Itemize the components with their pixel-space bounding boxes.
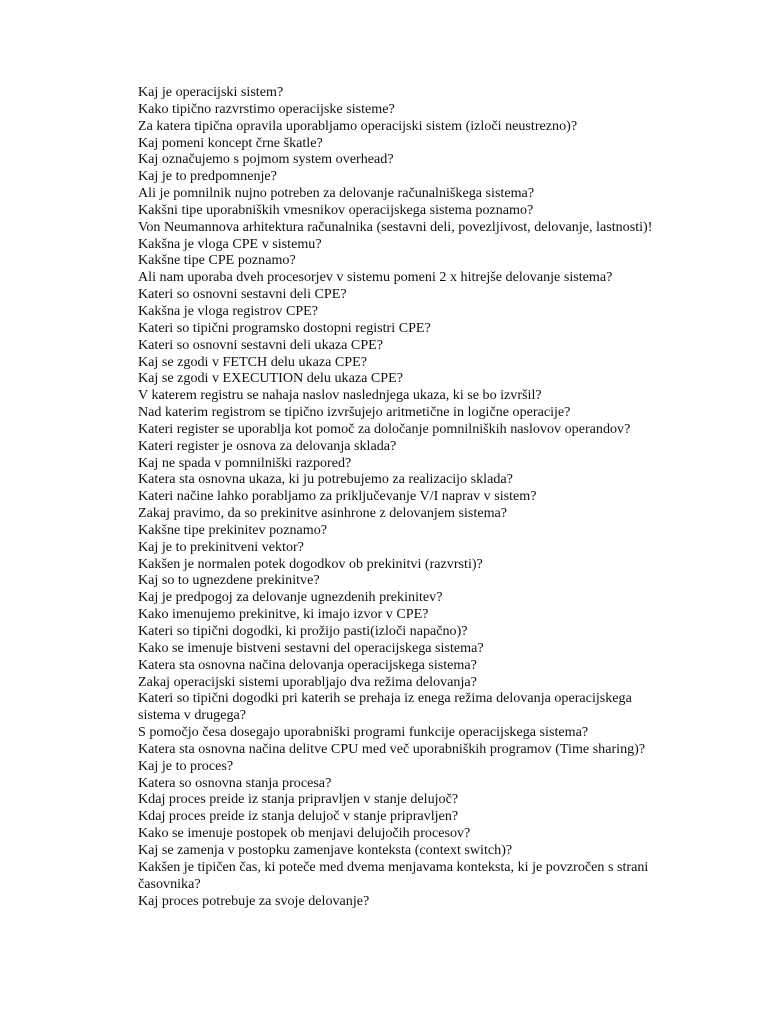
question-item: Kaj je to proces? (138, 757, 234, 774)
question-item: Kako imenujemo prekinitve, ki imajo izvor v CPE? (138, 606, 429, 623)
question-item: Zakaj operacijski sistemi uporabljajo dva režima delovanja? (138, 673, 477, 690)
question-item: Kako se imenuje postopek ob menjavi delujočih procesov? (138, 825, 471, 842)
question-item: Kako se imenuje bistveni sestavni del operacijskega sistema? (138, 639, 484, 656)
question-item: Katera sta osnovna načina delitve CPU med več uporabniških programov (Time sharing)? (138, 740, 646, 757)
question-list (138, 84, 658, 909)
question-item: Kaj je predpogoj za delovanje ugnezdenih prekinitev? (138, 589, 443, 606)
question-item: Kakšen je tipičen čas, ki poteče med dvema menjavama konteksta, ki je povzročen s strani časovnika? (138, 858, 649, 892)
question-item: Zakaj pravimo, da so prekinitve asinhrone z delovanjem sistema? (138, 505, 508, 522)
question-item: Kakšna je vloga CPE v sistemu? (138, 235, 322, 252)
question-item: Nad katerim registrom se tipično izvršujejo aritmetične in logične operacije? (138, 404, 571, 421)
question-item: Kakšne tipe prekinitev poznamo? (138, 521, 328, 538)
question-item: Kaj je to predpomnenje? (138, 168, 277, 185)
question-item: Von Neumannova arhitektura računalnika (sestavni deli, povezljivost, delovanje, lastnosti)! (138, 218, 653, 235)
question-item: Kakšni tipe uporabniških vmesnikov operacijskega sistema poznamo? (138, 201, 534, 218)
question-item: Kakšne tipe CPE poznamo? (138, 252, 296, 269)
question-item: Katera sta osnovna načina delovanja operacijskega sistema? (138, 656, 477, 673)
question-item: Kateri so tipični dogodki, ki prožijo pasti(izloči napačno)? (138, 623, 468, 639)
question-item: Kdaj proces preide iz stanja pripravljen v stanje delujoč? (138, 791, 459, 808)
question-item: Kaj je to prekinitveni vektor? (138, 538, 304, 555)
question-item: Kaj pomeni koncept črne škatle? (138, 134, 323, 151)
question-item: Kateri so tipični programsko dostopni registri CPE? (138, 319, 431, 336)
question-item: Za katera tipična opravila uporabljamo operacijski sistem (izloči neustrezno)? (138, 117, 578, 134)
question-item: S pomočjo česa dosegajo uporabniški programi funkcije operacijskega sistema? (138, 724, 589, 741)
question-item: Kateri so osnovni sestavni deli ukaza CPE? (138, 336, 384, 353)
question-item: Kateri so tipični dogodki pri katerih se prehaja iz enega režima delovanja operacijskega sistema v drugega? (138, 690, 632, 724)
question-item: Ali je pomnilnik nujno potreben za delovanje računalniškega sistema? (138, 185, 535, 202)
question-item: Kateri načine lahko porabljamo za priključevanje V/I naprav v sistem? (138, 488, 537, 505)
question-item: Kaj označujemo s pojmom system overhead? (138, 151, 394, 168)
question-item: Kateri register je osnova za delovanja sklada? (138, 437, 397, 454)
question-item: Kaj ne spada v pomnilniški razpored? (138, 454, 352, 471)
question-item: Kaj so to ugnezdene prekinitve? (138, 572, 320, 589)
question-item: V katerem registru se nahaja naslov naslednjega ukaza, ki se bo izvršil? (138, 387, 542, 404)
question-item: Kaj je operacijski sistem? (138, 84, 284, 100)
question-item: Kakšna je vloga registrov CPE? (138, 302, 319, 319)
question-item: Kateri register se uporablja kot pomoč za določanje pomnilniških naslovov operandov? (138, 420, 631, 437)
question-item: Kako tipično razvrstimo operacijske sisteme? (138, 100, 395, 117)
question-item: Kaj se zamenja v postopku zamenjave konteksta (context switch)? (138, 841, 513, 858)
question-item: Kateri so osnovni sestavni deli CPE? (138, 286, 347, 303)
question-item: Kaj se zgodi v FETCH delu ukaza CPE? (138, 353, 367, 370)
question-item: Ali nam uporaba dveh procesorjev v sistemu pomeni 2 x hitrejše delovanje sistema? (138, 269, 613, 286)
question-item: Katera so osnovna stanja procesa? (138, 774, 332, 791)
question-item: Kakšen je normalen potek dogodkov ob prekinitvi (razvrsti)? (138, 555, 483, 572)
question-item: Kaj proces potrebuje za svoje delovanje? (138, 892, 370, 909)
question-item: Kdaj proces preide iz stanja delujoč v stanje pripravljen? (138, 808, 459, 825)
question-item: Kaj se zgodi v EXECUTION delu ukaza CPE? (138, 370, 403, 387)
question-item: Katera sta osnovna ukaza, ki ju potrebujemo za realizacijo sklada? (138, 471, 513, 488)
